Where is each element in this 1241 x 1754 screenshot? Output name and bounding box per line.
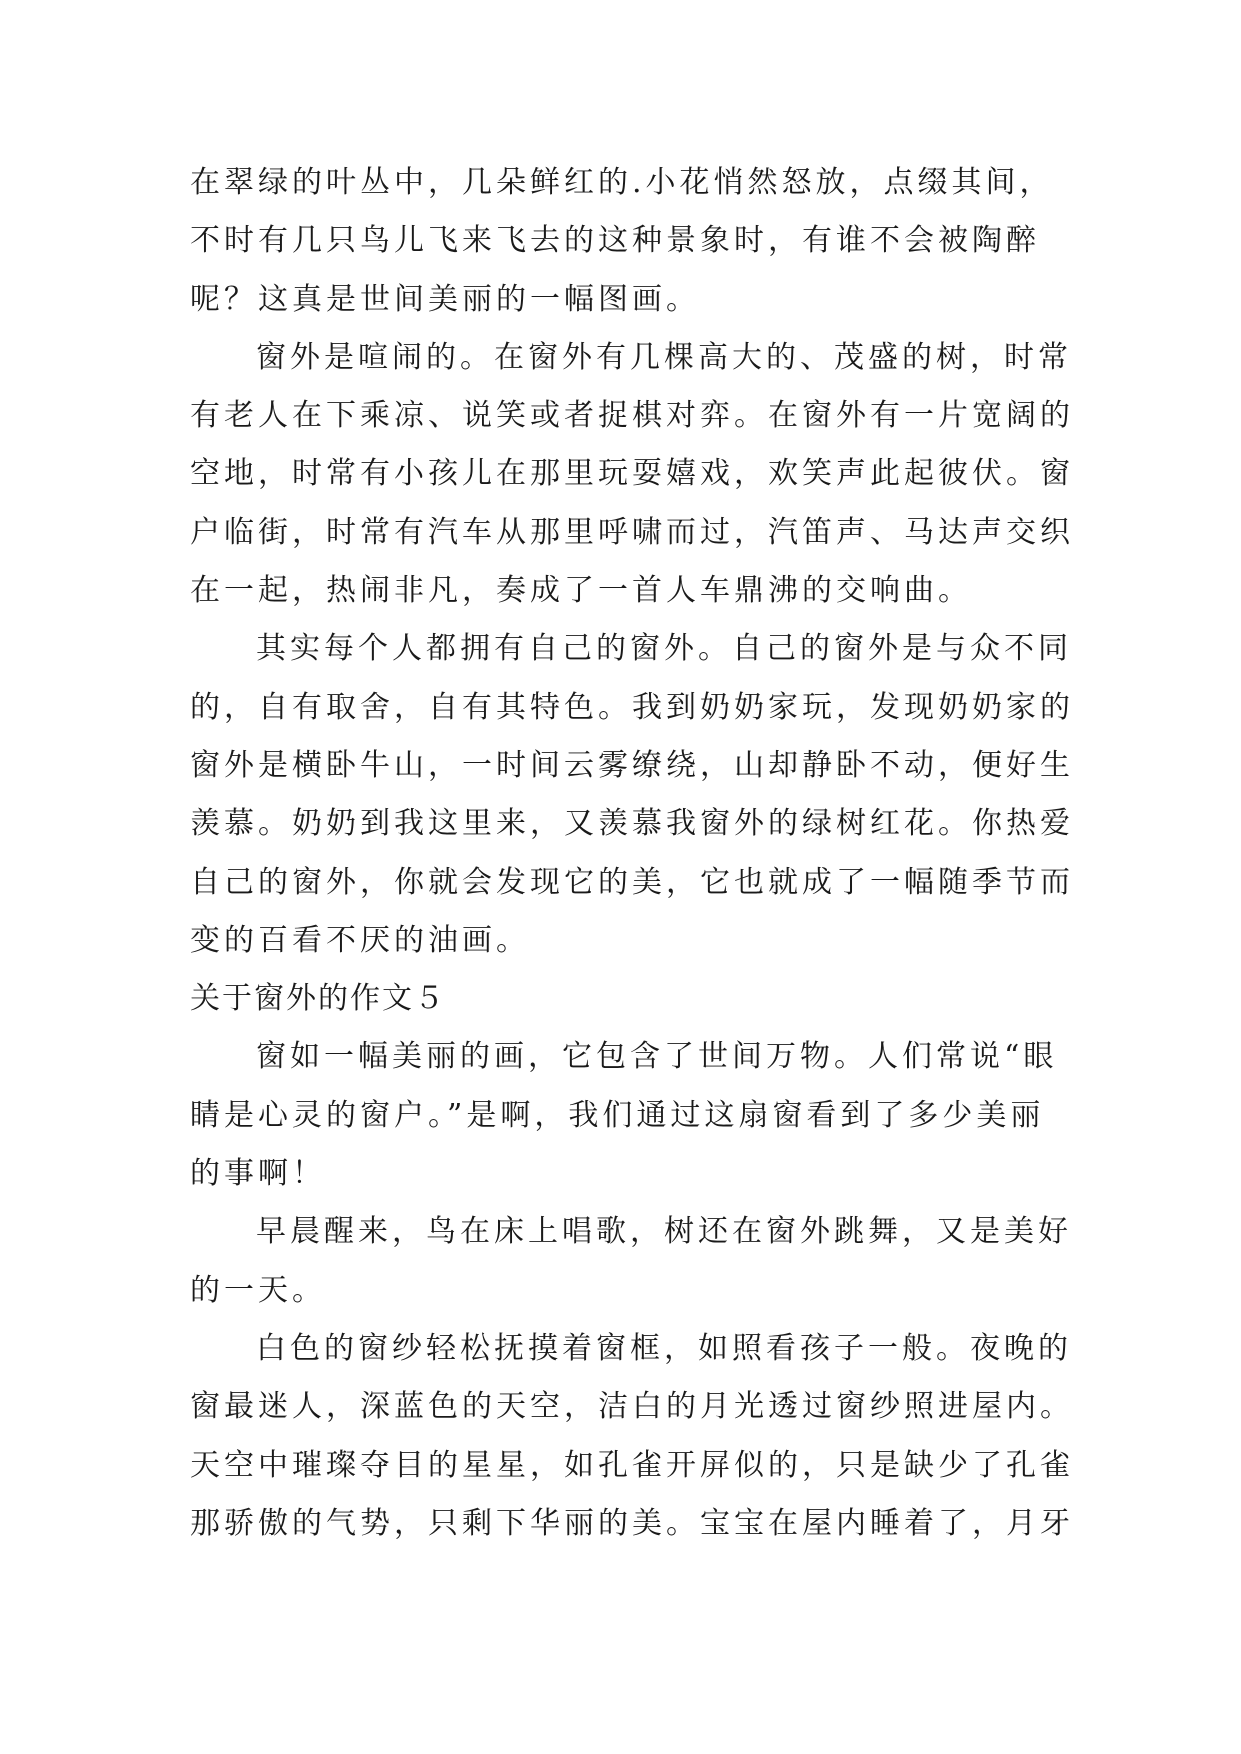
- text-line: 天空中璀璨夺目的星星，如孔雀开屏似的，只是缺少了孔雀: [190, 1447, 1074, 1483]
- text-line: 在一起，热闹非凡，奏成了一首人车鼎沸的交响曲。: [190, 573, 972, 609]
- text-line: 睛是心灵的窗户。”是啊，我们通过这扇窗看到了多少美丽: [190, 1097, 1045, 1133]
- document-body: [190, 154, 1074, 1553]
- text-line: 户临街，时常有汽车从那里呼啸而过，汽笛声、马达声交织: [190, 514, 1074, 550]
- text-line: 窗外是横卧牛山，一时间云雾缭绕，山却静卧不动，便好生: [190, 747, 1074, 783]
- paragraph-start-line: 窗外是喧闹的。在窗外有几棵高大的、茂盛的树，时常: [256, 339, 1072, 375]
- paragraph-start-line: 早晨醒来，鸟在床上唱歌，树还在窗外跳舞，又是美好: [256, 1214, 1072, 1250]
- text-line: 窗最迷人，深蓝色的天空，洁白的月光透过窗纱照进屋内。: [190, 1389, 1074, 1425]
- text-line: 在翠绿的叶丛中，几朵鲜红的.小花悄然怒放，点缀其间，: [190, 165, 1054, 200]
- text-line: 自己的窗外，你就会发现它的美，它也就成了一幅随季节而: [190, 864, 1074, 900]
- text-line: 的，自有取舍，自有其特色。我到奶奶家玩，发现奶奶家的: [190, 689, 1074, 725]
- paragraph-start-line: 窗如一幅美丽的画，它包含了世间万物。人们常说“眼: [256, 1039, 1058, 1075]
- paragraph-start-line: 其实每个人都拥有自己的窗外。自己的窗外是与众不同: [256, 631, 1072, 667]
- text-line: 的一天。: [190, 1272, 326, 1308]
- text-line: 不时有几只鸟儿飞来飞去的这种景象时，有谁不会被陶醉: [190, 223, 1040, 259]
- section-heading: 关于窗外的作文５: [190, 981, 446, 1017]
- text-line: 有老人在下乘凉、说笑或者捉棋对弈。在窗外有一片宽阔的: [190, 398, 1074, 434]
- text-line: 变的百看不厌的油画。: [190, 922, 530, 958]
- text-line: 的事啊！: [190, 1156, 326, 1192]
- text-line: 羡慕。奶奶到我这里来，又羡慕我窗外的绿树红花。你热爱: [190, 806, 1074, 842]
- paragraph-start-line: 白色的窗纱轻松抚摸着窗框，如照看孩子一般。夜晚的: [256, 1330, 1072, 1366]
- text-line: 空地，时常有小孩儿在那里玩耍嬉戏，欢笑声此起彼伏。窗: [190, 456, 1074, 492]
- text-line: 那骄傲的气势，只剩下华丽的美。宝宝在屋内睡着了，月牙: [190, 1505, 1074, 1541]
- text-line: 呢？这真是世间美丽的一幅图画。: [190, 281, 700, 317]
